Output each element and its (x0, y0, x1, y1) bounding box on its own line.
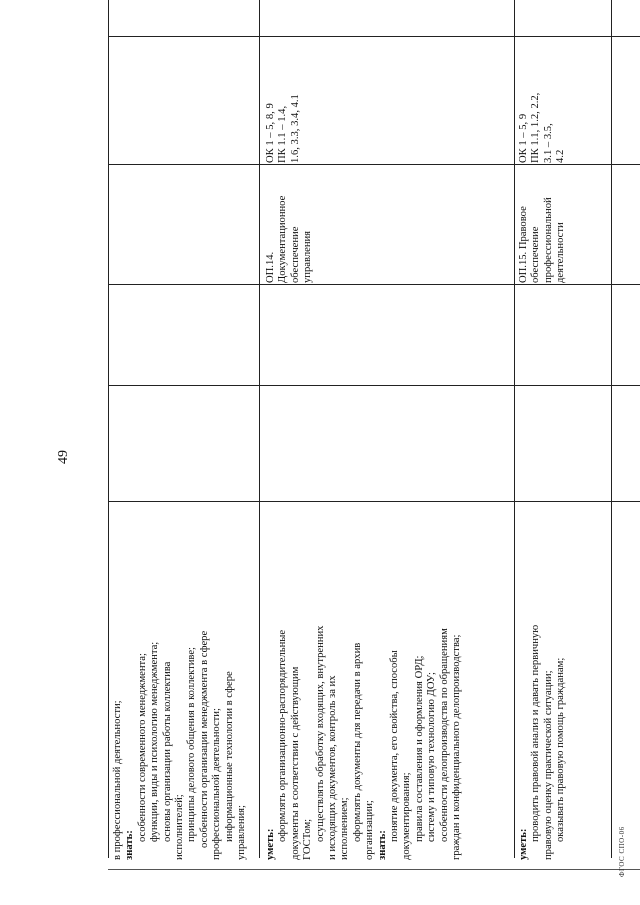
column-divider-2 (108, 385, 640, 386)
discipline-line: обеспечение (530, 226, 542, 283)
competency-line: ПК 1.1 – 1.4, (277, 105, 289, 163)
competencies-cell-row-3 (518, 39, 568, 163)
content-cell-row-2 (265, 504, 464, 860)
content-line: понятие документа, его свойства, способы (389, 650, 401, 842)
section-heading: знать: (124, 830, 136, 860)
content-line: исполнителей; (174, 794, 186, 860)
discipline-line: ОП.15. Правовое (518, 206, 529, 283)
content-line: правила составления и оформления ОРД; (413, 655, 425, 842)
content-line: документы в соответствии с действующим (289, 666, 301, 860)
discipline-line: деятельности (555, 222, 567, 283)
column-divider-5 (108, 36, 640, 37)
table-bottom-border (611, 0, 612, 858)
page-number: 49 (56, 450, 71, 464)
column-divider-1 (108, 501, 640, 502)
discipline-line: ОП.14. (265, 251, 276, 283)
column-divider-4 (108, 164, 640, 165)
content-line: функции, виды и психологию менеджмента; (149, 641, 161, 842)
content-line: осуществлять обработку входящих, внутренних (314, 625, 326, 842)
content-line: исполнением; (339, 797, 351, 860)
content-cell-row-3 (518, 504, 568, 860)
discipline-cell-row-3 (518, 167, 568, 283)
section-heading: уметь: (518, 828, 529, 860)
content-line: в профессиональной деятельности; (112, 700, 123, 860)
content-line: профессиональной деятельности; (211, 708, 223, 860)
table-top-border (108, 0, 109, 858)
content-line: управления; (236, 805, 248, 860)
section-heading: знать: (376, 830, 388, 860)
content-line: организации; (364, 800, 376, 860)
content-line: оформлять организационно-распорядительные (277, 629, 289, 842)
competency-line: ПК 1.1, 1.2, 2.2, (530, 92, 542, 163)
section-heading: уметь: (265, 828, 276, 860)
content-line: особенности организации менеджмента в сфере (198, 630, 210, 848)
competency-line: 1.6, 3.3, 3.4, 4.1 (289, 94, 301, 163)
content-line: особенности современного менеджмента; (136, 653, 148, 842)
footer-stamp: ФГОС СПО-06 (618, 826, 626, 877)
discipline-line: управления (302, 230, 314, 283)
discipline-line: профессиональной (542, 197, 554, 283)
content-line: принципы делового общения в коллективе; (186, 647, 198, 842)
competency-line: ОК 1 – 5, 9 (518, 113, 529, 163)
content-line: документирования; (401, 772, 413, 860)
content-line: основы организации работы коллектива (161, 661, 173, 842)
content-line: проводить правовой анализ и давать первичную (530, 624, 542, 842)
competencies-cell-row-2 (265, 39, 302, 163)
competency-line: ОК 1 – 5, 8, 9 (265, 103, 276, 163)
content-line: правовую оценку практической ситуации; (542, 670, 554, 860)
content-line: систему и типовую технологию ДОУ; (426, 672, 438, 842)
row-divider-1 (259, 0, 260, 858)
content-line: оформлять документы для передачи в архив (351, 642, 363, 842)
content-line: ГОСТом; (302, 818, 314, 860)
content-line: граждан и конфиденциального делопроизводства; (451, 634, 463, 860)
content-line: информационные технологии в сфере (223, 671, 235, 842)
discipline-line: обеспечение (289, 226, 301, 283)
table-left-border (108, 869, 640, 870)
competency-line: 3.1 – 3.5, (542, 123, 554, 163)
content-line: и исходящих документов, контроль за их (327, 675, 339, 860)
row-divider-2 (514, 0, 515, 858)
content-line: оказывать правовую помощь гражданам; (555, 657, 567, 842)
content-cell-row-1 (112, 504, 248, 860)
competency-line: 4.2 (555, 149, 567, 163)
discipline-line: Документационное (277, 195, 289, 283)
content-line: особенности делопроизводства по обращениям (438, 628, 450, 842)
discipline-cell-row-2 (265, 167, 315, 283)
column-divider-3 (108, 284, 640, 285)
